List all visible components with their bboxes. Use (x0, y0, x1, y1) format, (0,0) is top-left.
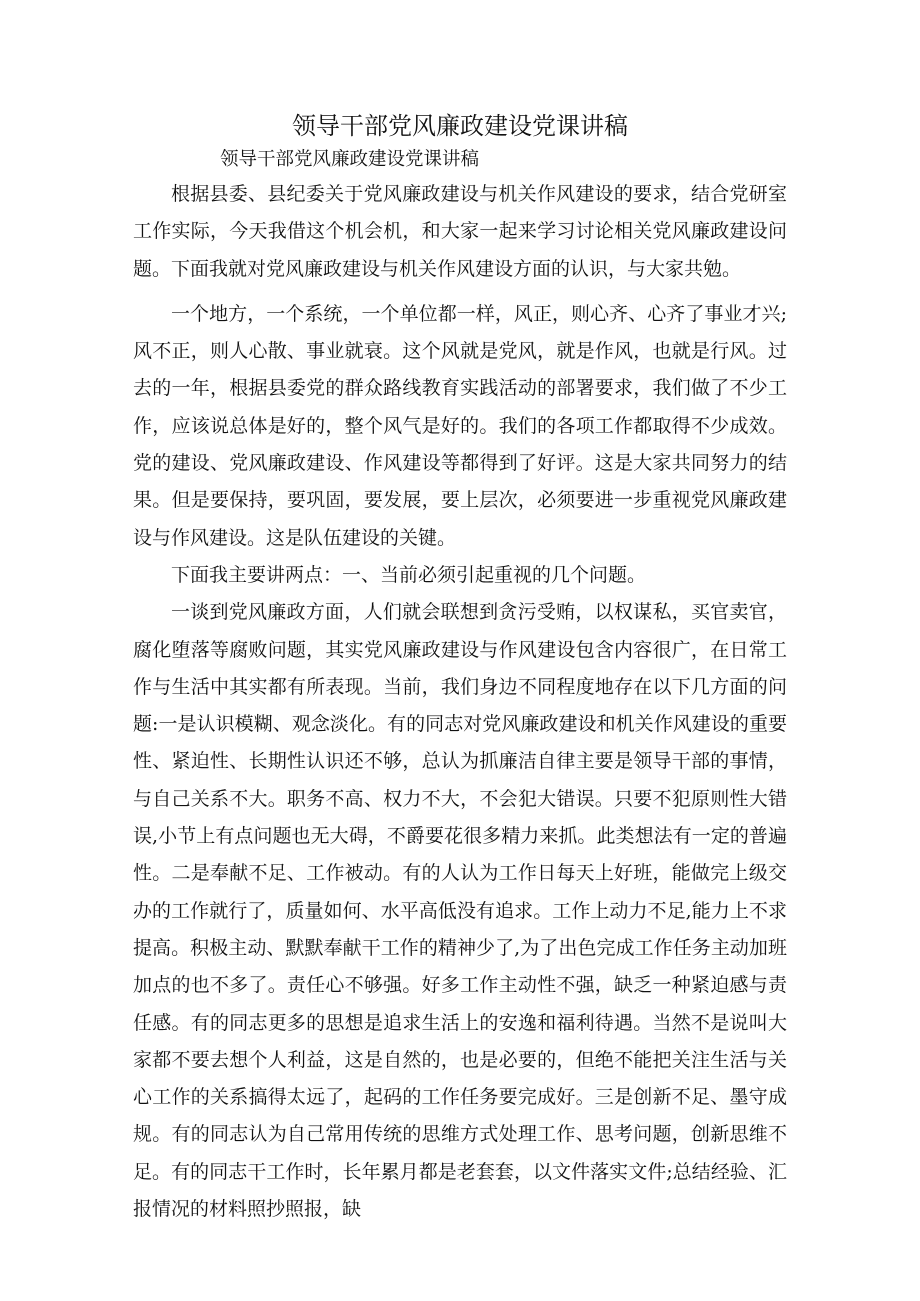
paragraph-3: 下面我主要讲两点：一、当前必须引起重视的几个问题。 (171, 563, 647, 586)
paragraph-1: 根据县委、县纪委关于党风廉政建设与机关作风建设的要求，结合党研室工作实际，今天我借这个机会机，和大家一起来学习讨论相关党风廉政建设问题。下面我就对党风廉政建设与机关作风建设方面的认识，与大家共勉。 (133, 183, 787, 280)
document-title: 领导干部党风廉政建设党课讲稿 (292, 112, 628, 140)
document-body (133, 176, 787, 1228)
paragraph-2: 一个地方，一个系统，一个单位都一样，风正，则心齐、心齐了事业才兴;风不正，则人心散、事业就衰。这个风就是党风，就是作风，也就是行风。过去的一年，根据县委党的群众路线教育实践活动的部署要求，我们做了不少工作，应该说总体是好的，整个风气是好的。我们的各项工作都取得不少成效。党的建设、党风廉政建设、作风建设等都得到了好评。这是大家共同努力的结果。但是要保持，要巩固，要发展，要上层次，必须要进一步重视党风廉政建设与作风建设。这是队伍建设的关键。 (133, 302, 787, 549)
document-subtitle: 领导干部党风廉政建设党课讲稿 (220, 149, 480, 170)
paragraph-4: 一谈到党风廉政方面，人们就会联想到贪污受贿，以权谋私，买官卖官，腐化堕落等腐败问题，其实党风廉政建设与作风建设包含内容很广，在日常工作与生活中其实都有所表现。当前，我们身边不同程度地存在以下几方面的问题:一是认识模糊、观念淡化。有的同志对党风廉政建设和机关作风建设的重要性、紧迫性、长期性认识还不够，总认为抓廉洁自律主要是领导干部的事情，与自己关系不大。职务不高、权力不大，不会犯大错误。只要不犯原则性大错误,小节上有点问题也无大碍，不爵要花很多精力来抓。此类想法有一定的普遍性。二是奉献不足、工作被动。有的人认为工作日每天上好班，能做完上级交办的工作就行了，质量如何、水平高低没有追求。工作上动力不足,能力上不求提高。积极主动、默默奉献干工作的精神少了,为了出色完成工作任务主动加班加点的也不多了。责任心不够强。好多工作主动性不强，缺乏一种紧迫感与责任感。有的同志更多的思想是追求生活上的安逸和福利待遇。当然不是说叫大家都不要去想个人利益，这是自然的，也是必要的，但绝不能把关注生活与关心工作的关系搞得太远了，起码的工作任务要完成好。三是创新不足、墨守成规。有的同志认为自己常用传统的思维方式处理工作、思考问题，创新思维不足。有的同志干工作时，长年累月都是老套套，以文件落实文件;总结经验、汇报情况的材料照抄照报，缺 (133, 601, 787, 1221)
